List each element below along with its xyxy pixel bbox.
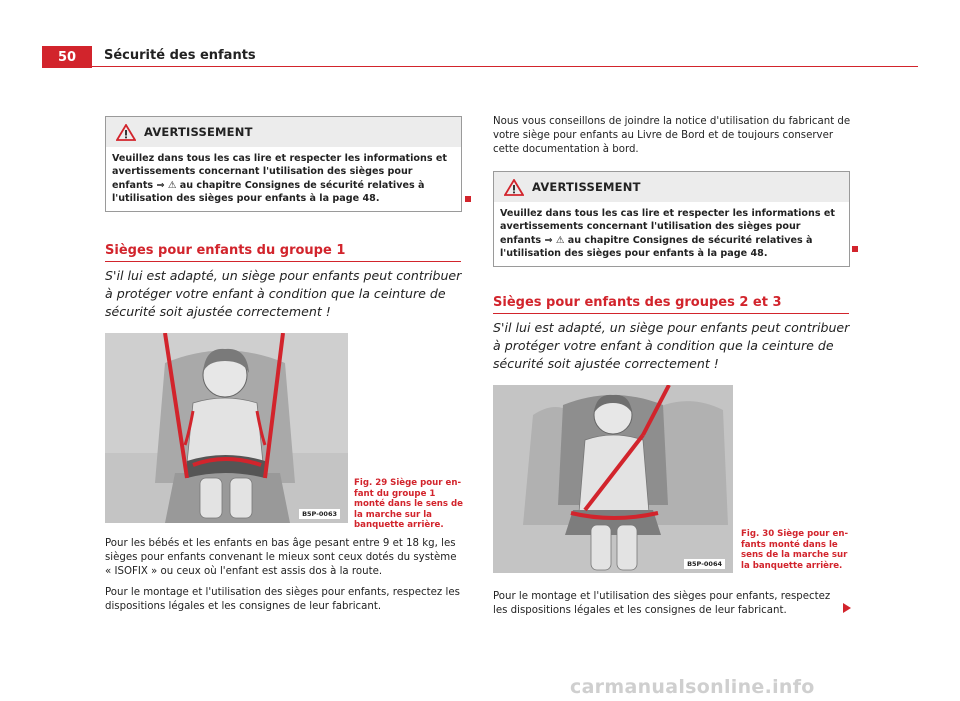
warning-box-left: [105, 116, 462, 212]
paragraph-mounting: Pour le montage et l'utilisation des sièges pour enfants, respectez les dispositions légales et les consignes de leur fabricant.: [493, 591, 831, 616]
warning-heading: [106, 117, 461, 147]
warning-text: Veuillez dans tous les cas lire et respecter les informations et avertissements concernant l'utilisation des sièges pour enfants ⇒ ⚠ au chapitre Consignes de sécurité relatives à l'utilisation des sièges pour enfants à la page 48.: [500, 208, 835, 260]
figure-code: B5P-0063: [299, 509, 340, 519]
warning-heading-text: AVERTISSEMENT: [532, 180, 641, 194]
paragraph-manual-advice: Nous vous conseillons de joindre la notice d'utilisation du fabricant de votre siège pour enfants au Livre de Bord et de toujours conserver cette documentation à bord.: [493, 116, 851, 155]
continue-arrow-icon: [843, 603, 851, 613]
figure-29-image: [105, 333, 348, 523]
header-rule: [92, 66, 918, 67]
booster-seat-illustration: [493, 385, 733, 573]
paragraph-weight: Pour les bébés et les enfants en bas âge pesant entre 9 et 18 kg, les sièges pour enfants convenant le mieux sont ceux dotés du système « ISOFIX » ou ceux où l'enfant est assis dos à la route.: [105, 538, 457, 577]
warning-heading-text: AVERTISSEMENT: [144, 125, 253, 139]
page-number: 50: [42, 46, 92, 68]
section-intro: S'il lui est adapté, un siège pour enfants peut contribuer à protéger votre enfant à condition que la ceinture de sécurité soit ajustée correctement !: [493, 320, 850, 371]
section-title-group23: Sièges pour enfants des groupes 2 et 3: [493, 295, 782, 310]
paragraph-mounting: Pour le montage et l'utilisation des sièges pour enfants, respectez les dispositions légales et les consignes de leur fabricant.: [105, 587, 460, 612]
section-rule: [493, 313, 849, 314]
figure-30-image: [493, 385, 733, 573]
figure-code: B5P-0064: [684, 559, 725, 569]
section-title-group1: Sièges pour enfants du groupe 1: [105, 243, 346, 258]
end-marker: [465, 196, 471, 202]
warning-heading: [494, 172, 849, 202]
warning-box-right: [493, 171, 850, 267]
warning-triangle-icon: [504, 179, 524, 196]
child-seat-illustration: [105, 333, 348, 523]
chapter-title: Sécurité des enfants: [104, 48, 256, 63]
section-rule: [105, 261, 461, 262]
section-intro: S'il lui est adapté, un siège pour enfants peut contribuer à protéger votre enfant à condition que la ceinture de sécurité soit ajustée correctement !: [105, 268, 462, 319]
figure-30-caption: Fig. 30 Siège pour enfants monté dans le sens de la marche sur la banquette arrière.: [741, 529, 849, 571]
figure-29-caption: Fig. 29 Siège pour enfant du groupe 1 monté dans le sens de la marche sur la banquette arrière.: [354, 478, 463, 531]
watermark: carmanualsonline.info: [570, 676, 815, 698]
end-marker: [852, 246, 858, 252]
warning-text: Veuillez dans tous les cas lire et respecter les informations et avertissements concernant l'utilisation des sièges pour enfants ⇒ ⚠ au chapitre Consignes de sécurité relatives à l'utilisation des sièges pour enfants à la page 48.: [112, 153, 447, 205]
warning-triangle-icon: [116, 124, 136, 141]
